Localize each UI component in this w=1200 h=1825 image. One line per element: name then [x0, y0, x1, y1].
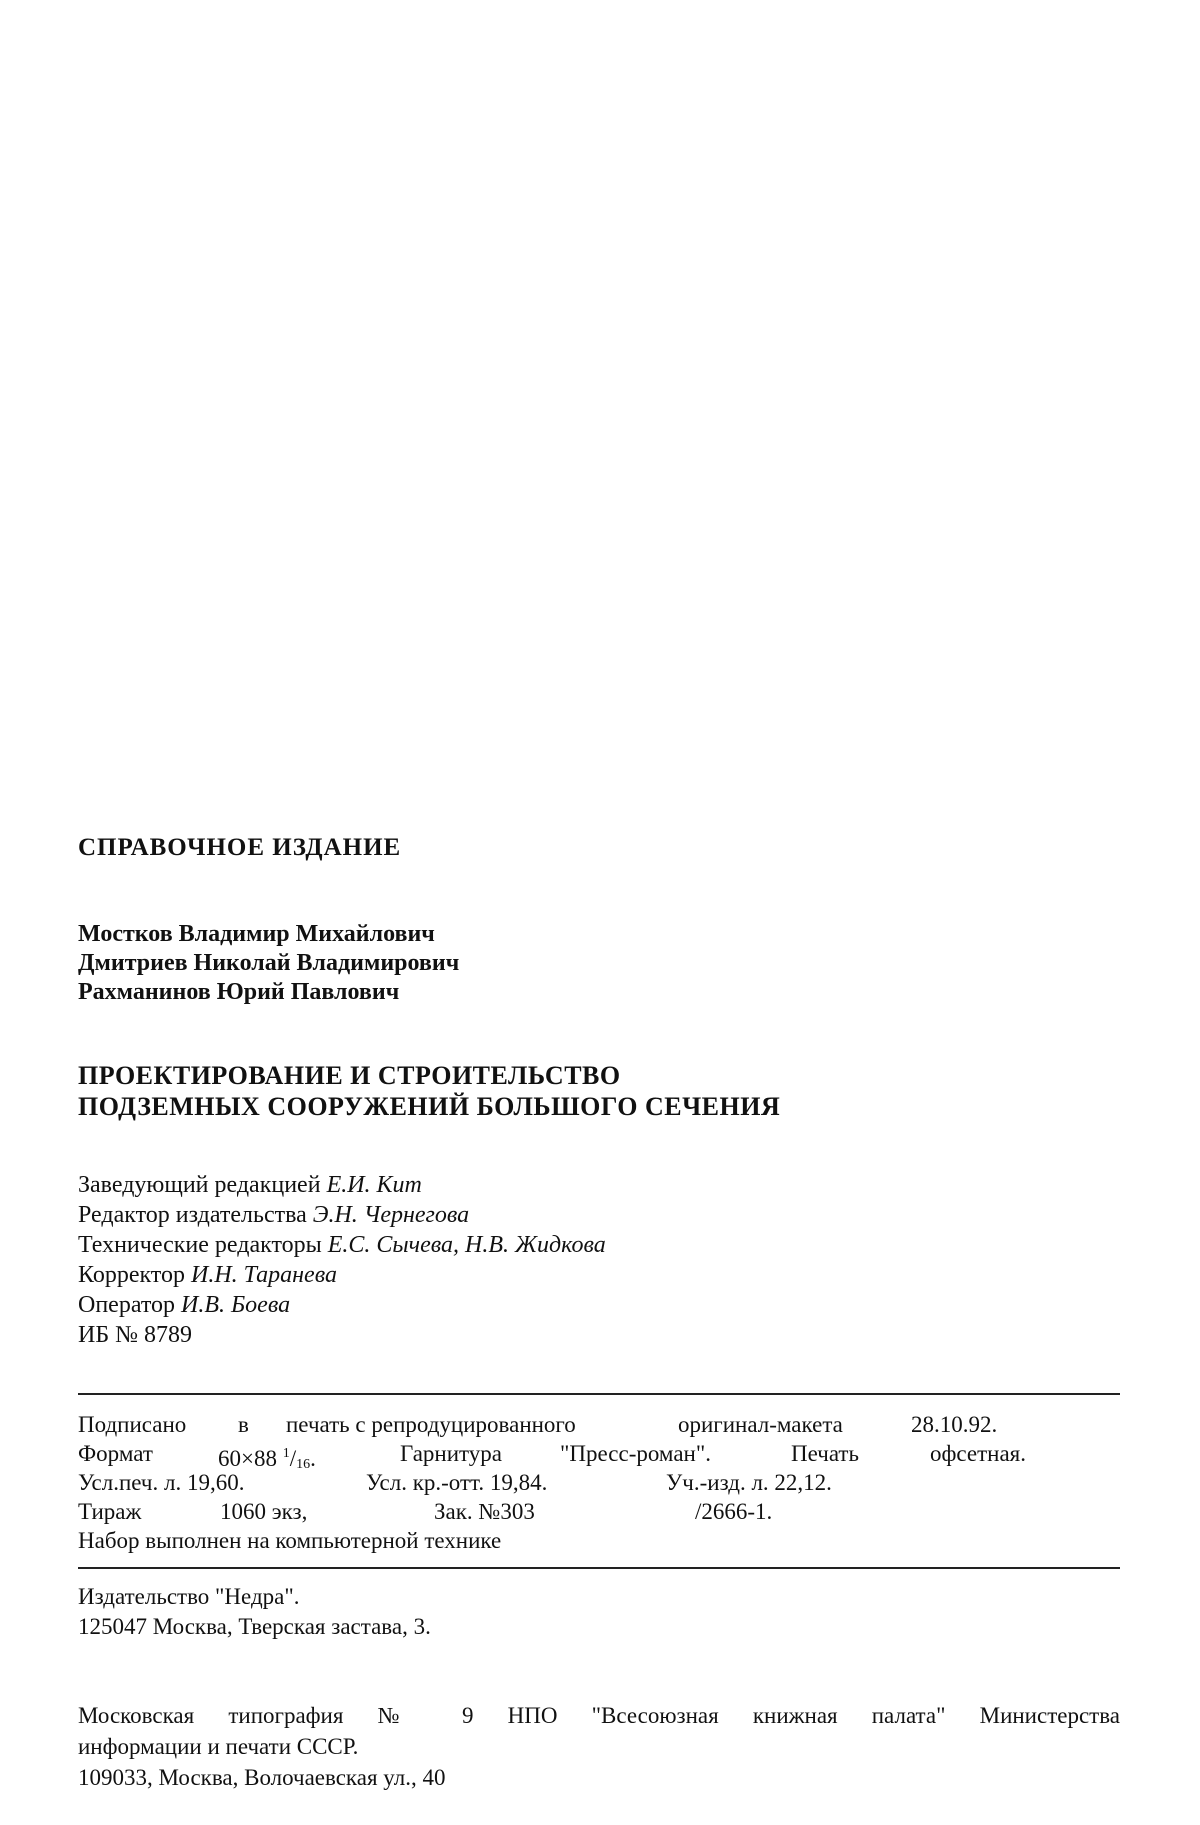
spec-text: Уч.-изд. л. 22,12. [666, 1470, 832, 1495]
printer-name: Московская типография № 9 НПО "Всесоюзная книжная палата" Министерства [78, 1703, 1120, 1728]
spec-text: офсетная. [930, 1441, 1026, 1466]
spec-text: Тираж [78, 1499, 142, 1524]
spec-text: оригинал-макета [678, 1412, 843, 1437]
credit-line [78, 1320, 606, 1350]
author-name: Мостков Владимир Михайлович [78, 921, 435, 947]
author-name: Дмитриев Николай Владимирович [78, 950, 460, 976]
series-label: СПРАВОЧНОЕ ИЗДАНИЕ [78, 834, 402, 861]
format-size: 60×88 [218, 1446, 277, 1471]
fraction-numerator: 1 [282, 1446, 290, 1461]
publisher-name: Издательство "Недра". [78, 1584, 300, 1609]
spec-line-run [78, 1497, 1118, 1526]
fraction-denominator: 16 [296, 1457, 311, 1472]
spec-text: Набор выполнен на компьютерной технике [78, 1528, 502, 1553]
credit-line [78, 1260, 606, 1290]
printer-ministry: информации и печати СССР. [78, 1734, 359, 1759]
spec-text: Гарнитура [400, 1441, 503, 1466]
ib-number: ИБ № 8789 [78, 1322, 193, 1348]
author-list [78, 920, 459, 1007]
spec-text: Усл. кр.-отт. 19,84. [366, 1470, 548, 1495]
credit-role: Редактор издательства [78, 1202, 307, 1228]
spec-line-format [78, 1439, 1118, 1472]
spec-line-sheets [78, 1468, 1118, 1497]
spec-text: печать с репродуцированного [286, 1412, 576, 1437]
spec-text: /2666-1. [695, 1499, 773, 1524]
spec-date: 28.10.92. [911, 1412, 998, 1437]
credit-name: И.В. Боева [181, 1292, 291, 1318]
credit-line [78, 1200, 606, 1230]
credit-line [78, 1170, 606, 1200]
spec-text: Подписано [78, 1412, 187, 1437]
credit-line [78, 1230, 606, 1260]
spec-text: "Пресс-роман". [560, 1441, 711, 1466]
spec-format: 60×88 $^1/_{16}$. [218, 1446, 316, 1472]
divider-top [78, 1393, 1120, 1395]
credit-role: Оператор [78, 1292, 176, 1318]
spec-text: в [238, 1412, 249, 1437]
publisher-address: 125047 Москва, Тверская застава, 3. [78, 1614, 431, 1639]
book-title [78, 1060, 780, 1122]
spec-line-typeset [78, 1526, 1118, 1555]
spec-text: Формат [78, 1441, 153, 1466]
printer-block [78, 1700, 1120, 1793]
spec-text: Усл.печ. л. 19,60. [78, 1470, 245, 1495]
divider-bottom [78, 1567, 1120, 1569]
printer-address: 109033, Москва, Волочаевская ул., 40 [78, 1765, 446, 1790]
credit-name: Е.С. Сычева, Н.В. Жидкова [327, 1232, 606, 1258]
print-specs [78, 1410, 1118, 1555]
credit-line [78, 1290, 606, 1320]
author-name: Рахманинов Юрий Павлович [78, 979, 400, 1005]
title-line: ПРОЕКТИРОВАНИЕ И СТРОИТЕЛЬСТВО [78, 1061, 621, 1090]
credits-block [78, 1170, 606, 1350]
credit-role: Корректор [78, 1262, 185, 1288]
credit-name: Е.И. Кит [326, 1172, 422, 1198]
publisher-block [78, 1582, 431, 1642]
credit-name: И.Н. Таранева [190, 1262, 337, 1288]
credit-name: Э.Н. Чернегова [312, 1202, 470, 1228]
credit-role: Заведующий редакцией [78, 1172, 321, 1198]
spec-text: 1060 экз, [220, 1499, 308, 1524]
title-line: ПОДЗЕМНЫХ СООРУЖЕНИЙ БОЛЬШОГО СЕЧЕНИЯ [78, 1092, 781, 1121]
spec-text: Зак. №303 [434, 1499, 535, 1524]
spec-line-signed [78, 1410, 1118, 1439]
spec-text: Печать [791, 1441, 859, 1466]
credit-role: Технические редакторы [78, 1232, 322, 1258]
